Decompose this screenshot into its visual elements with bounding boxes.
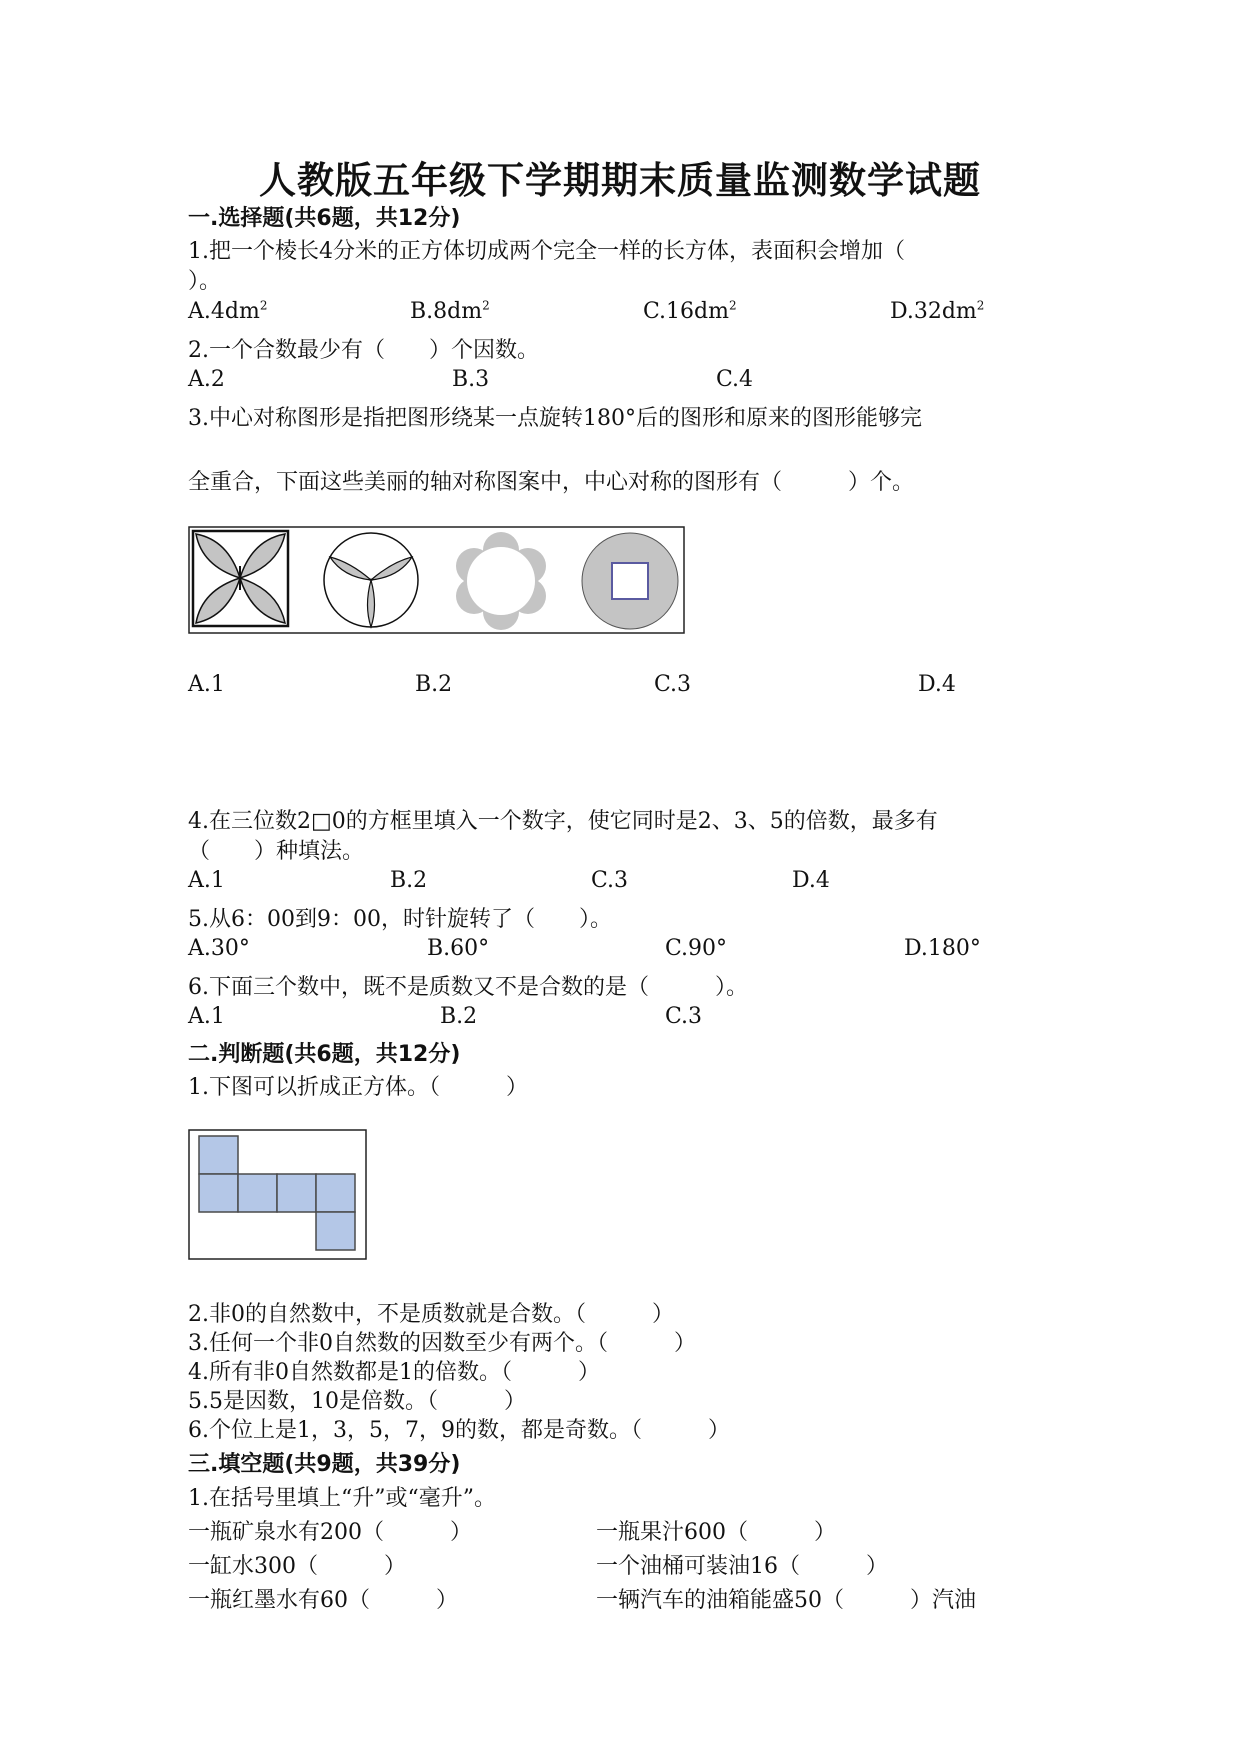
three-petal-circle-pattern: [324, 533, 418, 627]
q1-6-option-c[interactable]: C.3: [665, 1004, 703, 1029]
q1-5-text: 5.从6：00到9：00，时针旋转了（ ）。: [188, 907, 612, 932]
q1-5-option-d[interactable]: D.180°: [904, 936, 981, 961]
option-text: C.16dm: [643, 299, 729, 324]
option-text: D.32dm: [890, 299, 977, 324]
superscript: 2: [728, 298, 737, 313]
fill-1-right-1: 一瓶果汁600（ ）: [596, 1520, 836, 1545]
superscript: 2: [482, 298, 490, 313]
section-3-heading: 三.填空题(共9题，共39分): [188, 1452, 461, 1477]
q1-6-text: 6.下面三个数中，既不是质数又不是合数的是（ ）。: [188, 975, 748, 1000]
option-text: B.8dm: [410, 299, 483, 324]
tf-5: 5.5是因数，10是倍数。（ ）: [188, 1389, 526, 1414]
q1-6-option-b[interactable]: B.2: [440, 1004, 478, 1029]
q1-3-option-b[interactable]: B.2: [415, 672, 453, 697]
q1-2-text: 2.一个合数最少有（ ）个因数。: [188, 338, 539, 363]
q1-3-option-d[interactable]: D.4: [918, 672, 956, 697]
q1-4-line1: 4.在三位数2□0的方框里填入一个数字，使它同时是2、3、5的倍数，最多有: [188, 809, 938, 834]
q1-4-option-c[interactable]: C.3: [591, 868, 629, 893]
superscript: 2: [259, 298, 268, 313]
q1-4-option-a[interactable]: A.1: [188, 868, 225, 893]
q1-1-option-b[interactable]: [410, 299, 490, 324]
cube-net-figure: [188, 1129, 367, 1260]
q1-5-option-b[interactable]: B.60°: [427, 936, 490, 961]
q1-4-option-d[interactable]: D.4: [792, 868, 830, 893]
section-1-heading: 一.选择题(共6题，共12分): [188, 206, 461, 231]
superscript: 2: [976, 298, 985, 313]
q1-1-option-c[interactable]: [643, 299, 737, 324]
q1-3-line1: 3.中心对称图形是指把图形绕某一点旋转180°后的图形和原来的图形能够完: [188, 406, 922, 431]
q1-3-option-a[interactable]: A.1: [188, 672, 225, 697]
q1-4-option-b[interactable]: B.2: [390, 868, 428, 893]
tf-6: 6.个位上是1，3，5，7，9的数，都是奇数。（ ）: [188, 1418, 730, 1443]
tf-1: 1.下图可以折成正方体。（ ）: [188, 1075, 528, 1100]
fill-1-right-2: 一个油桶可装油16（ ）: [596, 1554, 888, 1579]
q1-6-option-a[interactable]: A.1: [188, 1004, 225, 1029]
q1-5-option-a[interactable]: A.30°: [188, 936, 250, 961]
fill-1-left-1: 一瓶矿泉水有200（ ）: [188, 1520, 472, 1545]
q1-1-line1: 1.把一个棱长4分米的正方体切成两个完全一样的长方体，表面积会增加（: [188, 239, 905, 264]
fill-1-left-3: 一瓶红墨水有60（ ）: [188, 1588, 458, 1613]
coin-pattern: [582, 533, 678, 629]
q1-2-option-b[interactable]: B.3: [452, 367, 490, 392]
q1-3-option-c[interactable]: C.3: [654, 672, 692, 697]
fill-1-left-2: 一缸水300（ ）: [188, 1554, 406, 1579]
page-title: 人教版五年级下学期期末质量监测数学试题: [259, 158, 981, 202]
section-2-heading: 二.判断题(共6题，共12分): [188, 1042, 461, 1067]
symmetry-patterns-figure: [188, 526, 685, 634]
q1-1-option-a[interactable]: [188, 299, 267, 324]
fill-1-right-3: 一辆汽车的油箱能盛50（ ）汽油: [596, 1588, 976, 1613]
q1-3-line2: 全重合，下面这些美丽的轴对称图案中，中心对称的图形有（ ）个。: [188, 470, 915, 495]
option-text: A.4dm: [188, 299, 260, 324]
q1-1-line2: ）。: [188, 269, 222, 294]
tf-2: 2.非0的自然数中，不是质数就是合数。（ ）: [188, 1302, 674, 1327]
tf-4: 4.所有非0自然数都是1的倍数。（ ）: [188, 1360, 600, 1385]
q1-2-option-a[interactable]: A.2: [188, 367, 225, 392]
four-petal-square-pattern: [193, 531, 288, 626]
fill-1-prompt: 1.在括号里填上“升”或“毫升”。: [188, 1486, 496, 1511]
q1-4-line2: （ ）种填法。: [188, 839, 365, 864]
q1-2-option-c[interactable]: C.4: [716, 367, 754, 392]
tf-3: 3.任何一个非0自然数的因数至少有两个。（ ）: [188, 1331, 696, 1356]
q1-1-option-d[interactable]: [890, 299, 984, 324]
q1-5-option-c[interactable]: C.90°: [665, 936, 728, 961]
